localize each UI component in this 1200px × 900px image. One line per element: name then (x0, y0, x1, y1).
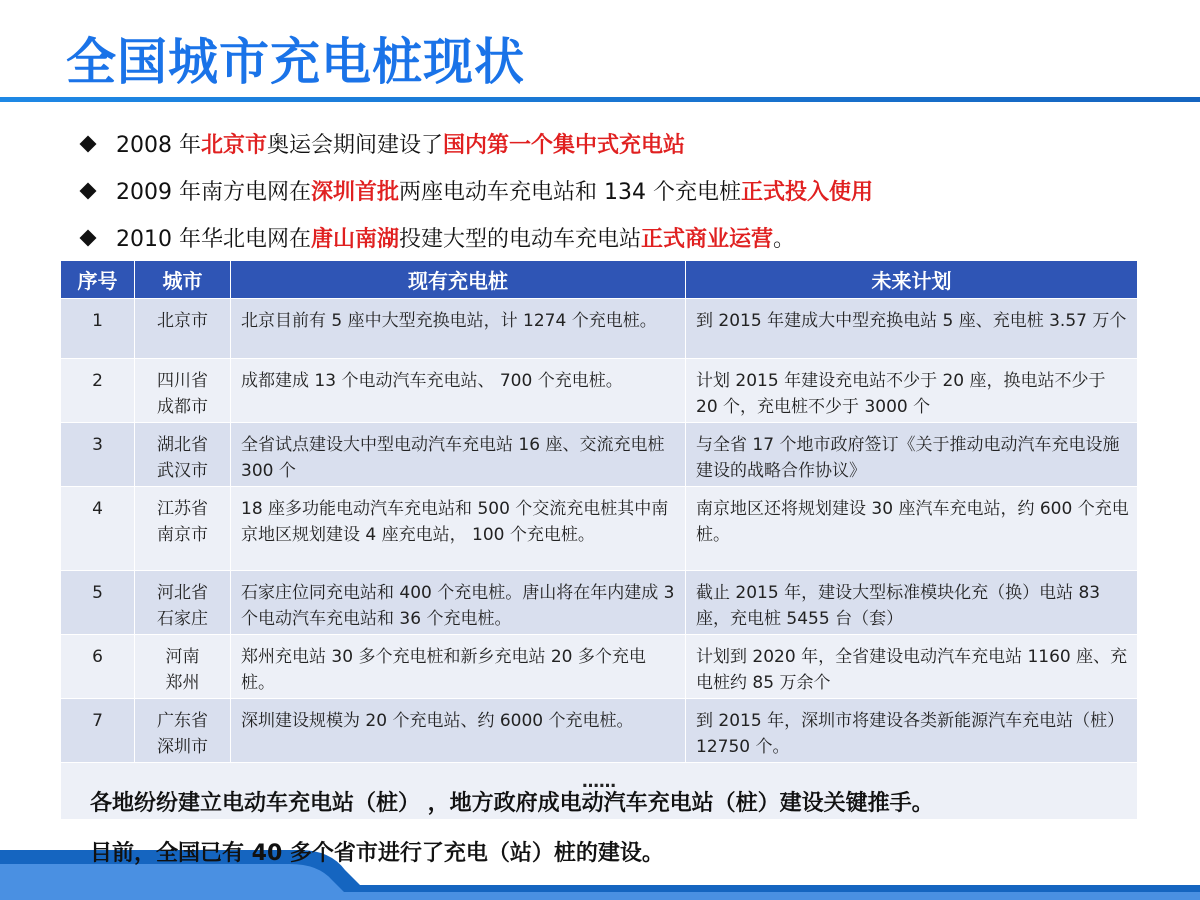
cell-current: 郑州充电站 30 多个充电桩和新乡充电站 20 多个充电桩。 (231, 635, 686, 699)
table-row (61, 571, 1138, 635)
city-line: 深圳市 (157, 737, 208, 757)
cell-current: 石家庄位同充电站和 400 个充电桩。唐山将在年内建成 3 个电动汽车充电站和 36 个充电桩。 (231, 571, 686, 635)
city-line: 南京市 (157, 525, 208, 545)
cell-city (135, 359, 231, 423)
cell-city (135, 699, 231, 763)
cell-plan: 计划到 2020 年，全省建设电动汽车充电站 1160 座、充电桩约 85 万余个 (686, 635, 1138, 699)
cell-plan: 与全省 17 个地市政府签订《关于推动电动汽车充电设施建设的战略合作协议》 (686, 423, 1138, 487)
cell-no: 5 (61, 571, 135, 635)
bullet-highlight: 正式商业运营 (641, 227, 774, 252)
summary-line: 目前，全国已有 40 多个省市进行了充电（站）桩的建设。 (90, 841, 664, 866)
header-current: 现有充电桩 (231, 261, 686, 299)
bullet-highlight: 唐山南湖 (310, 227, 399, 252)
cell-plan: 到 2015 年建成大中型充换电站 5 座、充电桩 3.57 万个 (686, 299, 1138, 359)
cell-city (135, 423, 231, 487)
cell-current: 深圳建设规模为 20 个充电站、约 6000 个充电桩。 (231, 699, 686, 763)
city-line: 江苏省 (157, 499, 208, 519)
bullet-segment: 2010 年华北电网在 (116, 227, 311, 252)
table-row (61, 423, 1138, 487)
cell-no: 2 (61, 359, 135, 423)
bullet-highlight: 国内第一个集中式充电站 (443, 133, 686, 158)
header-no: 序号 (61, 261, 135, 299)
diamond-bullet-icon (80, 135, 97, 152)
table-row (61, 359, 1138, 423)
bullet-segment: 。 (773, 227, 796, 252)
cell-city (135, 635, 231, 699)
city-line: 四川省 (157, 371, 208, 391)
bullet-highlight: 深圳首批 (310, 180, 399, 205)
bullet-item (76, 120, 1176, 167)
cell-no: 3 (61, 423, 135, 487)
city-line: 北京市 (157, 311, 208, 331)
title-underline (0, 97, 1200, 102)
bullet-highlight: 正式投入使用 (740, 180, 873, 205)
bullet-text (116, 222, 795, 253)
city-line: 郑州 (165, 673, 200, 693)
header-city: 城市 (135, 261, 231, 299)
cell-no: 6 (61, 635, 135, 699)
bullet-segment: 2009 年南方电网在 (116, 180, 311, 205)
city-line: 河南 (165, 647, 200, 667)
bullet-segment: 投建大型的电动车充电站 (399, 227, 642, 252)
cell-no: 7 (61, 699, 135, 763)
cell-plan: 南京地区还将规划建设 30 座汽车充电站，约 600 个充电桩。 (686, 487, 1138, 571)
bullet-segment: 奥运会期间建设了 (267, 133, 444, 158)
table-header-row (61, 261, 1138, 299)
ellipsis-cell: …… (61, 763, 1138, 820)
bullet-list (76, 120, 1176, 261)
city-line: 河北省 (157, 583, 208, 603)
city-line: 武汉市 (157, 461, 208, 481)
bullet-segment: 两座电动车充电站和 134 个充电桩 (399, 180, 741, 205)
diamond-bullet-icon (80, 182, 97, 199)
cell-plan: 到 2015 年，深圳市将建设各类新能源汽车充电站（桩） 12750 个。 (686, 699, 1138, 763)
cell-current: 18 座多功能电动汽车充电站和 500 个交流充电桩其中南京地区规划建设 4 座充电站， 100 个充电桩。 (231, 487, 686, 571)
bullet-item (76, 167, 1176, 214)
page-title: 全国城市充电桩现状 (66, 33, 525, 91)
bullet-item (76, 214, 1176, 261)
city-line: 成都市 (157, 397, 208, 417)
city-line: 广东省 (157, 711, 208, 731)
bullet-segment: 2008 年 (116, 133, 201, 158)
summary-line: 各地纷纷建立电动车充电站（桩） ，地方政府成电动汽车充电站（桩）建设关键推手。 (90, 791, 934, 816)
charging-table-container (60, 260, 1137, 820)
bullet-text (116, 175, 873, 206)
table-row (61, 699, 1138, 763)
header-plan: 未来计划 (686, 261, 1138, 299)
table-row (61, 635, 1138, 699)
cell-city (135, 487, 231, 571)
city-line: 石家庄 (157, 609, 208, 629)
table-row (61, 487, 1138, 571)
diamond-bullet-icon (80, 229, 97, 246)
bullet-highlight: 北京市 (200, 133, 267, 158)
city-line: 湖北省 (157, 435, 208, 455)
cell-no: 4 (61, 487, 135, 571)
charging-table (60, 260, 1138, 820)
cell-current: 北京目前有 5 座中大型充换电站，计 1274 个充电桩。 (231, 299, 686, 359)
cell-current: 全省试点建设大中型电动汽车充电站 16 座、交流充电桩 300 个 (231, 423, 686, 487)
cell-no: 1 (61, 299, 135, 359)
cell-current: 成都建成 13 个电动汽车充电站、 700 个充电桩。 (231, 359, 686, 423)
summary-block (90, 784, 1170, 884)
cell-city (135, 571, 231, 635)
cell-plan: 计划 2015 年建设充电站不少于 20 座，换电站不少于 20 个，充电桩不少于 3000 个 (686, 359, 1138, 423)
table-row (61, 299, 1138, 359)
bullet-text (116, 128, 685, 159)
cell-plan: 截止 2015 年，建设大型标准模块化充（换）电站 83 座，充电桩 5455 台（套） (686, 571, 1138, 635)
cell-city (135, 299, 231, 359)
